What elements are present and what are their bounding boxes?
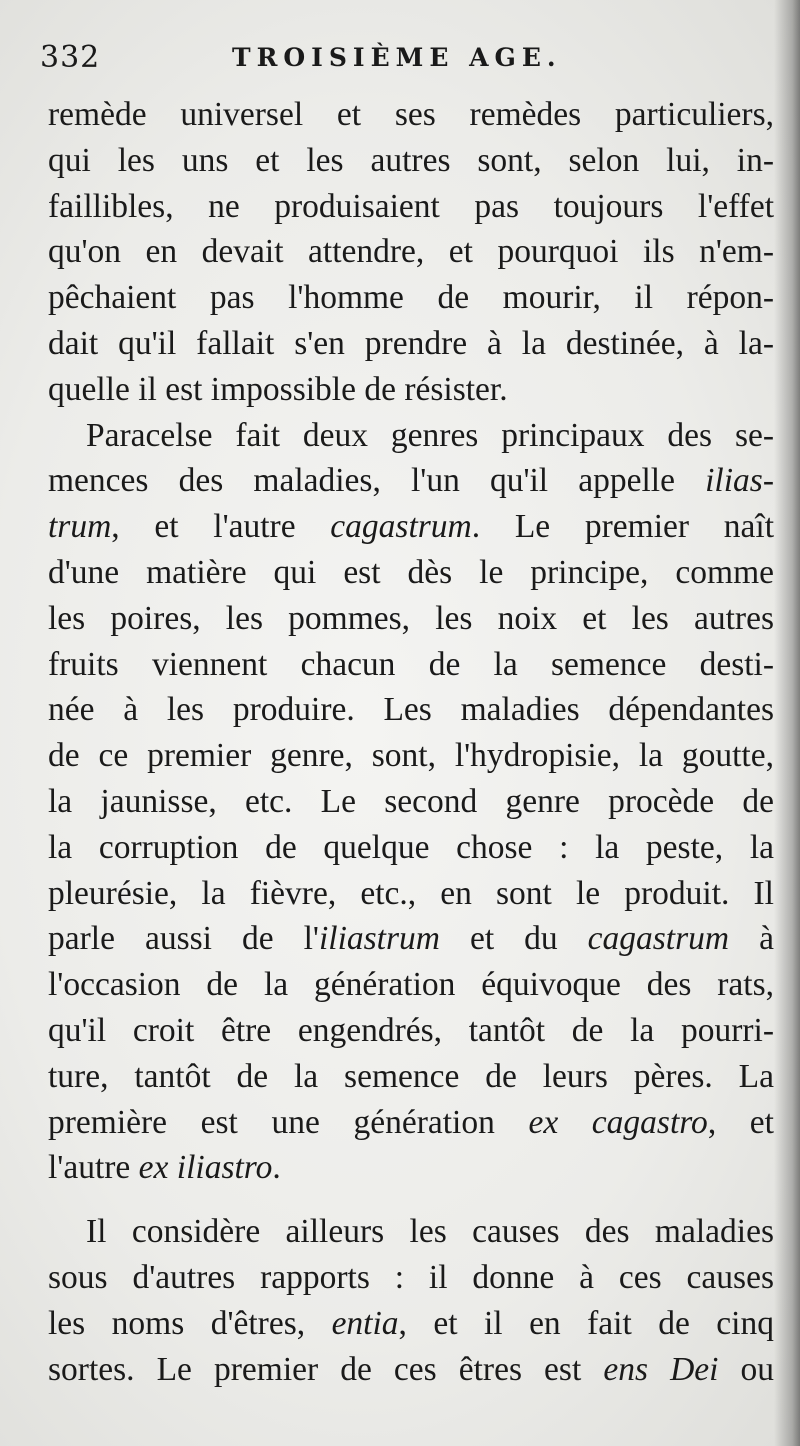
text-line: sous d'autres rapports : il donne à ces causes: [48, 1258, 774, 1296]
paragraph-1: [48, 92, 774, 413]
text-line: d'une matière qui est dès le principe, comme: [48, 553, 774, 591]
text-line: [48, 916, 774, 962]
text-line: dait qu'il fallait s'en prendre à la destinée, à la-: [48, 324, 774, 362]
text-line: Paracelse fait deux genres principaux des se-: [86, 416, 774, 454]
italic-term: ex iliastro: [138, 1149, 273, 1187]
text-line: pêchaient pas l'homme de mourir, il répon-: [48, 279, 774, 317]
text-line: faillibles, ne produisaient pas toujours l'effet: [48, 187, 774, 225]
paragraph-2: [48, 413, 774, 1192]
italic-term: ens Dei: [603, 1350, 719, 1388]
paragraph-gap: [48, 1191, 774, 1209]
page-number: 332: [40, 40, 101, 75]
text-line: les poires, les pommes, les noix et les autres: [48, 599, 774, 637]
italic-term: entia: [331, 1304, 399, 1342]
text-run: . Le premier naît: [471, 508, 774, 546]
text-line: [48, 1301, 774, 1347]
text-line: pleurésie, la fièvre, etc., en sont le produit. Il: [48, 874, 774, 912]
text-line: [48, 1145, 774, 1191]
text-run: ou: [718, 1350, 775, 1388]
text-line: née à les produire. Les maladies dépendantes: [48, 691, 774, 729]
text-line: la jaunisse, etc. Le second genre procède de: [48, 782, 774, 820]
paragraph-3: [48, 1209, 774, 1392]
italic-term: ilias-: [705, 462, 774, 500]
text-line: fruits viennent chacun de la semence desti-: [48, 645, 774, 683]
body-text: [48, 92, 774, 1392]
italic-term: iliastrum: [318, 920, 440, 958]
running-head: TROISIÈME AGE.: [232, 43, 562, 72]
text-run: parle aussi de l': [48, 920, 319, 958]
italic-term: trum: [48, 508, 112, 546]
text-line: [48, 1100, 774, 1146]
text-line: qu'on en devait attendre, et pourquoi ils n'em-: [48, 233, 774, 271]
text-line: l'occasion de la génération équivoque des rats,: [48, 966, 774, 1004]
text-line: quelle il est impossible de résister.: [48, 370, 508, 408]
text-run: à: [729, 920, 774, 958]
text-run: .: [272, 1149, 281, 1187]
italic-term: cagastrum: [587, 920, 730, 958]
page-header: [40, 34, 780, 82]
text-run: mences des maladies, l'un qu'il appelle: [48, 462, 706, 500]
text-line: remède universel et ses remèdes particuliers,: [48, 96, 774, 133]
text-run: , et: [707, 1103, 774, 1141]
text-line: [48, 1347, 774, 1393]
text-line: [48, 458, 774, 504]
text-run: les noms d'êtres,: [48, 1304, 332, 1342]
text-line: ture, tantôt de la semence de leurs pères. La: [48, 1057, 774, 1095]
page-gutter-shadow: [774, 0, 800, 1446]
text-line: Il considère ailleurs les causes des maladies: [86, 1213, 774, 1251]
text-line: qui les uns et les autres sont, selon lui, in-: [48, 141, 774, 179]
text-run: , et il en fait de cinq: [398, 1304, 774, 1342]
text-line: qu'il croit être engendrés, tantôt de la pourri-: [48, 1011, 774, 1049]
text-line: [48, 504, 774, 550]
text-run: sortes. Le premier de ces êtres est: [48, 1350, 604, 1388]
text-line: la corruption de quelque chose : la peste, la: [48, 828, 774, 866]
text-line: de ce premier genre, sont, l'hydropisie, la goutte,: [48, 737, 774, 775]
text-run: première est une génération: [48, 1103, 529, 1141]
text-run: , et l'autre: [111, 508, 331, 546]
text-run: l'autre: [48, 1149, 139, 1187]
italic-term: ex cagastro: [528, 1103, 708, 1141]
text-run: et du: [439, 920, 588, 958]
italic-term: cagastrum: [330, 508, 472, 546]
